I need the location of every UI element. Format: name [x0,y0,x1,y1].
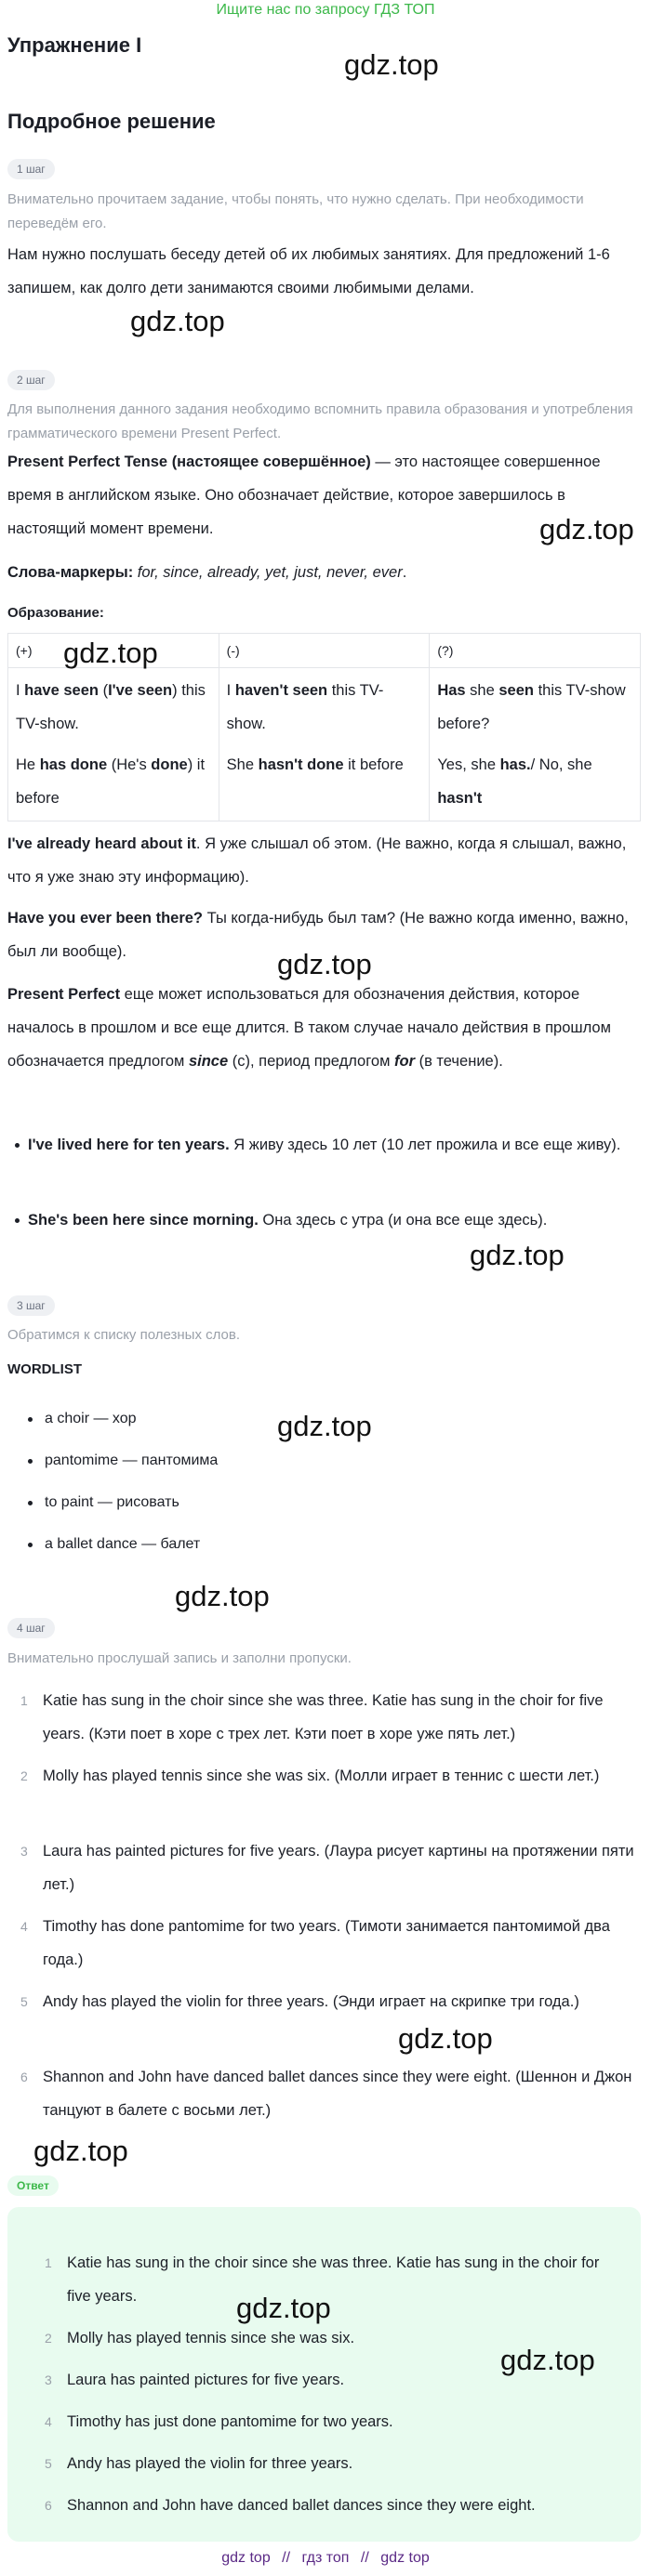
cell-plus [8,668,219,821]
answer-item [41,2489,618,2522]
plus-example-2 [16,748,211,815]
footer-link[interactable]: гдз топ [301,2550,350,2566]
question-example-1 [437,674,632,741]
t: haven't seen [234,682,328,699]
item-text: Shannon and John have danced ballet dances since they were eight. [67,2497,536,2514]
example-already-en: I've already heard about it [7,835,196,852]
for-word: for [394,1053,415,1070]
task-item [7,1910,644,1977]
answer-item [41,2405,618,2438]
t: He [16,756,40,773]
item-text: Shannon and John have danced ballet dances since they were eight. (Шеннон и Джон танцуют в балете с восьми лет.) [43,2069,632,2119]
t: / No, she [530,756,592,773]
item-text: Katie has sung in the choir since she was three. Katie has sung in the choir for five years. [67,2254,600,2305]
page-title: Упражнение I [7,33,142,57]
formation-label: Образование: [7,605,104,621]
markers-list: for, since, already, yet, just, never, ever [133,564,403,581]
word-item [45,1489,179,1517]
item-number: 1 [20,1693,28,1708]
task-item [7,1684,644,1751]
item-number: 4 [20,1919,28,1934]
item-text: Timothy has done pantomime for two years. (Тимоти занимается пантомимой два года.) [43,1918,610,1968]
watermark: gdz.top [344,48,439,81]
step-4-badge: 4 шаг [7,1618,55,1638]
t: hasn't done [258,756,344,773]
bullet-ru: Я живу здесь 10 лет (10 лет прожила и все еще живу). [229,1137,621,1153]
pp-rule-text: (с), период предлогом [228,1053,394,1070]
watermark: gdz.top [63,637,158,669]
plus-example-1 [16,674,211,741]
t: ( [98,682,109,699]
watermark: gdz.top [539,513,634,545]
footer-links [0,2550,651,2567]
word-text: to paint — рисовать [45,1494,179,1510]
word-item [45,1405,137,1433]
watermark: gdz.top [175,1580,270,1612]
t: I [16,682,25,699]
answer-item [41,2447,618,2480]
t: this TV-show before? [437,682,626,732]
since-word: since [188,1053,229,1070]
pp-duration-rule [7,978,640,1078]
step-1-text: Нам нужно послушать беседу детей об их любимых занятиях. Для предложений 1-6 запишем, как долго дети занимаются своими любимыми делами. [7,246,610,296]
answer-badge: Ответ [7,2175,59,2196]
task-item [7,1759,644,1793]
ppt-term: Present Perfect Tense (настоящее совершённое) [7,453,371,470]
watermark: gdz.top [277,948,372,980]
t: it before [343,756,404,773]
watermark: gdz.top [33,2135,128,2167]
word-item [45,1531,200,1558]
t: seen [498,682,534,699]
solution-heading: Подробное решение [7,110,216,133]
watermark: gdz.top [398,2022,493,2055]
t: (He's [107,756,152,773]
step-4-hint: Внимательно прослушай запись и заполни пропуски. [7,1650,352,1666]
watermark: gdz.top [470,1239,565,1271]
item-number: 6 [20,2070,28,2084]
t: Yes, she [437,756,500,773]
example-ever-en: Have you ever been there? [7,910,204,927]
item-number: 5 [45,2456,52,2471]
step-1-hint: Внимательно прочитаем задание, чтобы понять, что нужно сделать. При необходимости переведём его. [7,191,584,231]
wordlist-title: WORDLIST [7,1361,82,1377]
bullet-en: She's been here since morning. [28,1212,259,1229]
watermark: gdz.top [500,2344,595,2376]
pp-term: Present Perfect [7,986,121,1003]
bullet-dot [28,1459,33,1464]
t: I've seen [108,682,173,699]
step-3-hint: Обратимся к списку полезных слов. [7,1327,241,1343]
item-text: Molly has played tennis since she was six. [67,2330,355,2346]
t: ) this TV-show. [16,682,206,732]
t: have seen [24,682,99,699]
cell-minus [219,668,430,821]
step-1-badge: 1 шаг [7,159,55,179]
bullet-dot [15,1218,20,1223]
markers-end: . [402,564,407,581]
task-item [7,1834,644,1901]
t: has done [39,756,108,773]
bullet-dot [15,1143,20,1148]
watermark: gdz.top [130,305,225,337]
step-2-badge: 2 шаг [7,370,55,390]
pp-rule-text: (в течение). [415,1053,503,1070]
t: she [465,682,499,699]
question-example-2 [437,748,632,815]
cell-question [430,668,641,821]
bullet-dot [28,1543,33,1547]
task-item [7,2060,644,2127]
t: hasn't [437,790,483,807]
t: ) it before [16,756,206,807]
search-banner: Ищите нас по запросу ГДЗ ТОП [216,2,435,18]
t: She [226,756,259,773]
header-question: (?) [430,634,641,668]
item-text: Molly has played tennis since she was six. (Молли играет в теннис с шести лет.) [43,1768,600,1784]
t: this TV-show. [226,682,384,732]
bullet-dot [28,1501,33,1505]
bullet-dot [28,1417,33,1422]
markers-line [7,556,640,589]
t: I [226,682,235,699]
example-ever-ru: Ты когда-нибудь был там? (Не важно когда именно, важно, был ли вообще). [7,910,629,960]
word-item [45,1447,218,1475]
header-minus: (-) [219,634,430,668]
watermark: gdz.top [277,1410,372,1442]
bullet-item [28,1203,642,1237]
t: done [151,756,188,773]
pp-rule-text: еще может использоваться для обозначения действия, которое началось в прошлом и все еще длится. В таком случае начало действия в прошлом обозначается предлогом [7,986,611,1070]
item-text: Andy has played the violin for three years. (Энди играет на скрипке три года.) [43,1993,579,2010]
ppt-definition-text: — это настоящее совершенное время в английском языке. Оно обозначает действие, которое завершилось в настоящий момент времени. [7,453,601,537]
step-3-badge: 3 шаг [7,1295,55,1316]
task-item [7,1985,644,2018]
item-number: 5 [20,1994,28,2009]
item-number: 4 [45,2414,52,2429]
bullet-item [28,1128,642,1162]
item-text: Laura has painted pictures for five years. [67,2372,345,2388]
footer-link[interactable]: gdz top [380,2550,430,2566]
bullet-ru: Она здесь с утра (и она все еще здесь). [258,1212,548,1229]
item-number: 2 [20,1768,28,1783]
markers-label: Слова-маркеры: [7,564,134,581]
item-number: 1 [45,2255,52,2270]
t: has. [499,756,531,773]
item-text: Katie has sung in the choir since she was three. Katie has sung in the choir for five years. (Кэти поет в хоре с трех лет. Кэти поет в хоре уже пять лет.) [43,1692,604,1742]
bullet-en: I've lived here for ten years. [28,1137,230,1153]
item-number: 2 [45,2331,52,2346]
item-text: Laura has painted pictures for five years. (Лаура рисует картины на протяжении пяти лет.) [43,1843,634,1893]
footer-separator: // [360,2550,369,2566]
header-plus: (+) [8,634,219,668]
example-already-ru: . Я уже слышал об этом. (Не важно, когда я слышал, важно, что я уже знаю эту информацию). [7,835,627,886]
item-number: 3 [45,2372,52,2387]
item-number: 6 [45,2498,52,2513]
word-text: a choir — хор [45,1411,137,1426]
step-2-hint: Для выполнения данного задания необходимо вспомнить правила образования и употребления грамматического времени Present Perfect. [7,401,633,441]
minus-example-1 [227,674,422,741]
t: Has [437,682,466,699]
word-text: pantomime — пантомима [45,1452,219,1468]
footer-link[interactable]: gdz top [221,2550,271,2566]
watermark: gdz.top [236,2292,331,2324]
example-already [7,827,640,894]
word-text: a ballet dance — балет [45,1536,201,1552]
item-number: 3 [20,1844,28,1859]
item-text: Timothy has just done pantomime for two years. [67,2413,393,2430]
item-text: Andy has played the violin for three years. [67,2455,353,2472]
footer-separator: // [282,2550,291,2566]
minus-example-2 [227,748,422,782]
